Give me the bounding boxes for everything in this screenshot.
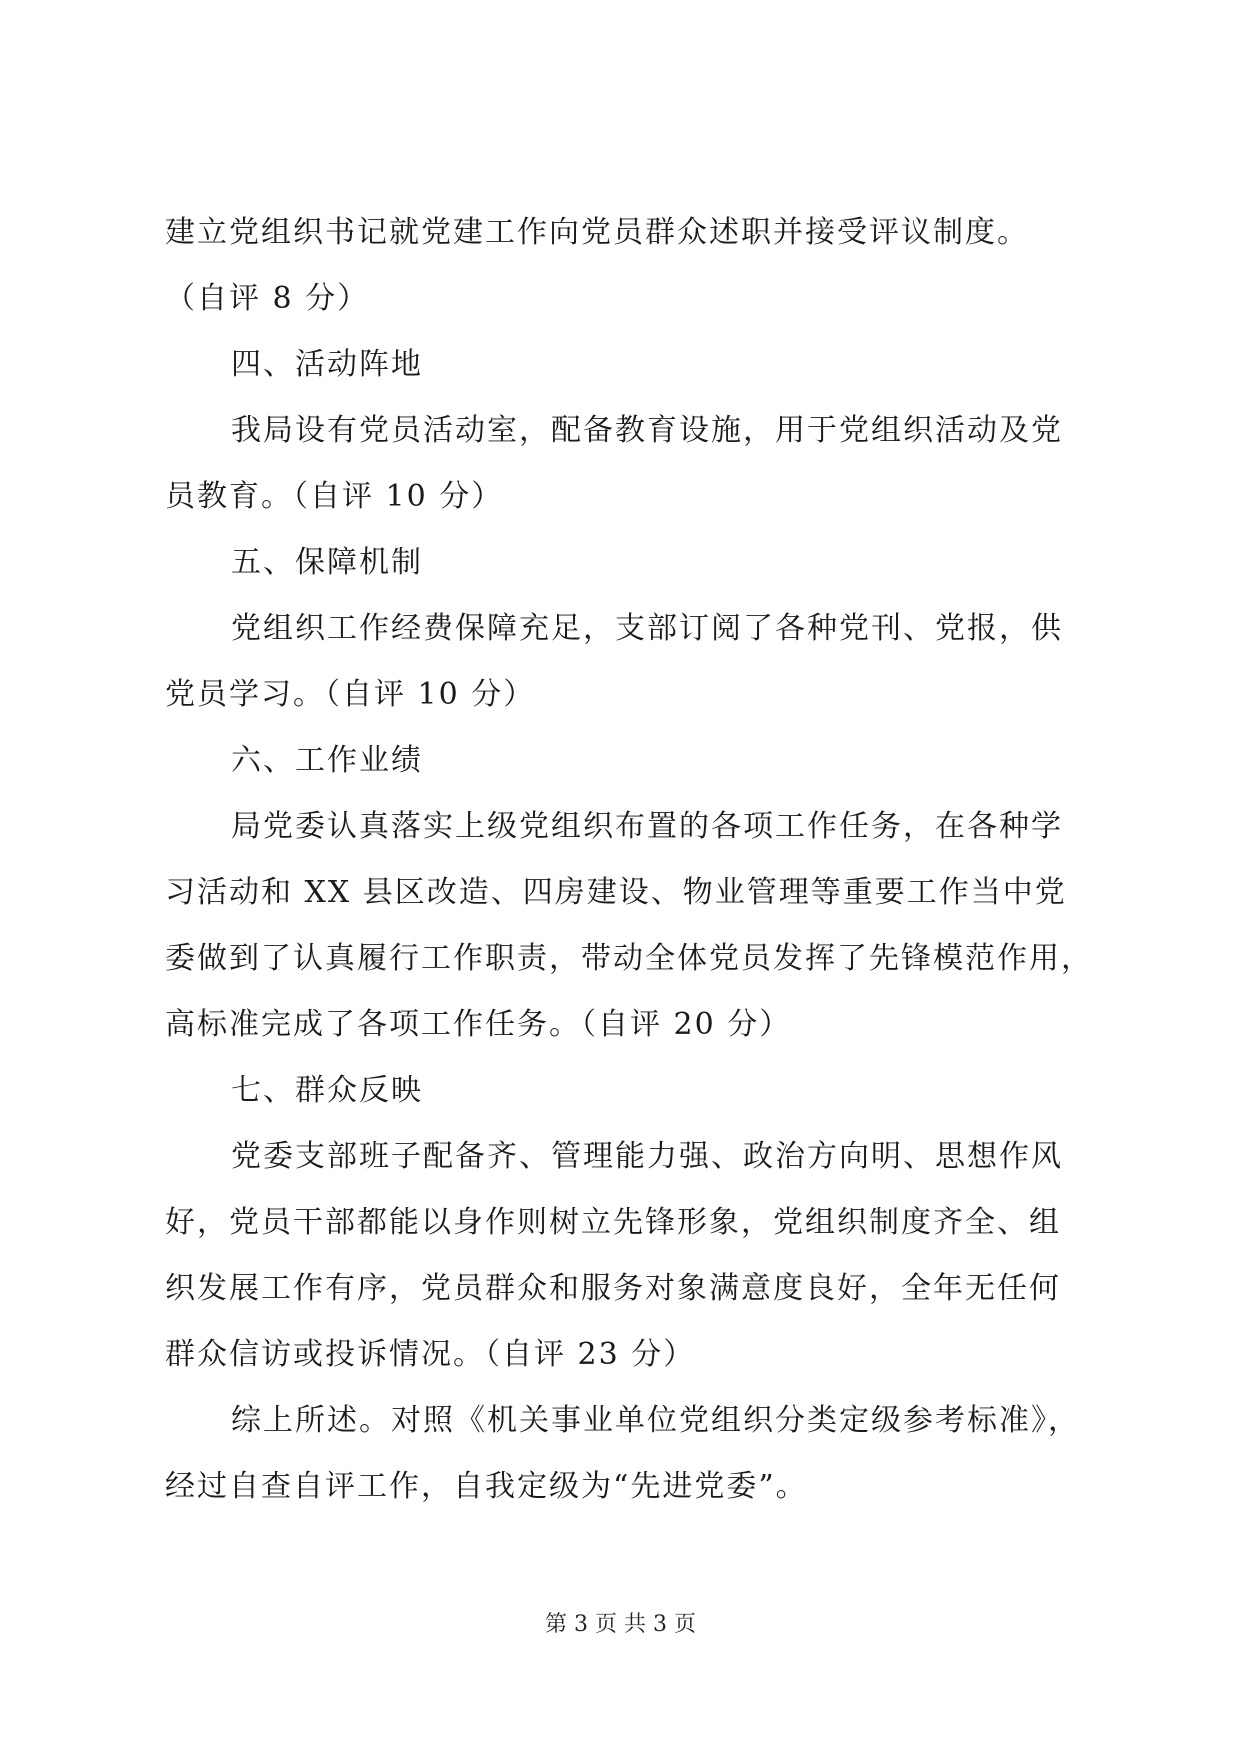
body-line: 好，党员干部都能以身作则树立先锋形象，党组织制度齐全、组 <box>165 1205 1061 1240</box>
page-number-footer: 第 3 页 共 3 页 <box>545 1612 696 1637</box>
body-line: 织发展工作有序，党员群众和服务对象满意度良好，全年无任何 <box>165 1271 1061 1306</box>
body-line: 委做到了认真履行工作职责，带动全体党员发挥了先锋模范作用， <box>165 941 1093 976</box>
body-line: 建立党组织书记就党建工作向党员群众述职并接受评议制度。 <box>165 215 1029 250</box>
body-line: 群众信访或投诉情况。（自评 23 分） <box>165 1337 696 1372</box>
body-line: （自评 8 分） <box>165 281 370 316</box>
conclusion-line: 经过自查自评工作，自我定级为“先进党委”。 <box>165 1469 808 1504</box>
body-line: 高标准完成了各项工作任务。（自评 20 分） <box>165 1007 792 1042</box>
section-heading-support-mechanism: 五、保障机制 <box>231 545 423 580</box>
section-heading-activity-venue: 四、活动阵地 <box>231 347 423 382</box>
document-body <box>165 200 1093 1520</box>
body-line: 局党委认真落实上级党组织布置的各项工作任务，在各种学 <box>231 809 1063 844</box>
body-line: 党组织工作经费保障充足，支部订阅了各种党刊、党报，供 <box>231 611 1063 646</box>
body-line: 党委支部班子配备齐、管理能力强、政治方向明、思想作风 <box>231 1139 1063 1174</box>
section-heading-work-performance: 六、工作业绩 <box>231 743 423 778</box>
body-line: 党员学习。（自评 10 分） <box>165 677 536 712</box>
body-line: 员教育。（自评 10 分） <box>165 479 504 514</box>
conclusion-line: 综上所述。对照《机关事业单位党组织分类定级参考标准》， <box>231 1403 1080 1438</box>
body-line: 习活动和 XX 县区改造、四房建设、物业管理等重要工作当中党 <box>165 875 1067 910</box>
section-heading-public-feedback: 七、群众反映 <box>231 1073 423 1108</box>
body-line: 我局设有党员活动室，配备教育设施，用于党组织活动及党 <box>231 413 1063 448</box>
